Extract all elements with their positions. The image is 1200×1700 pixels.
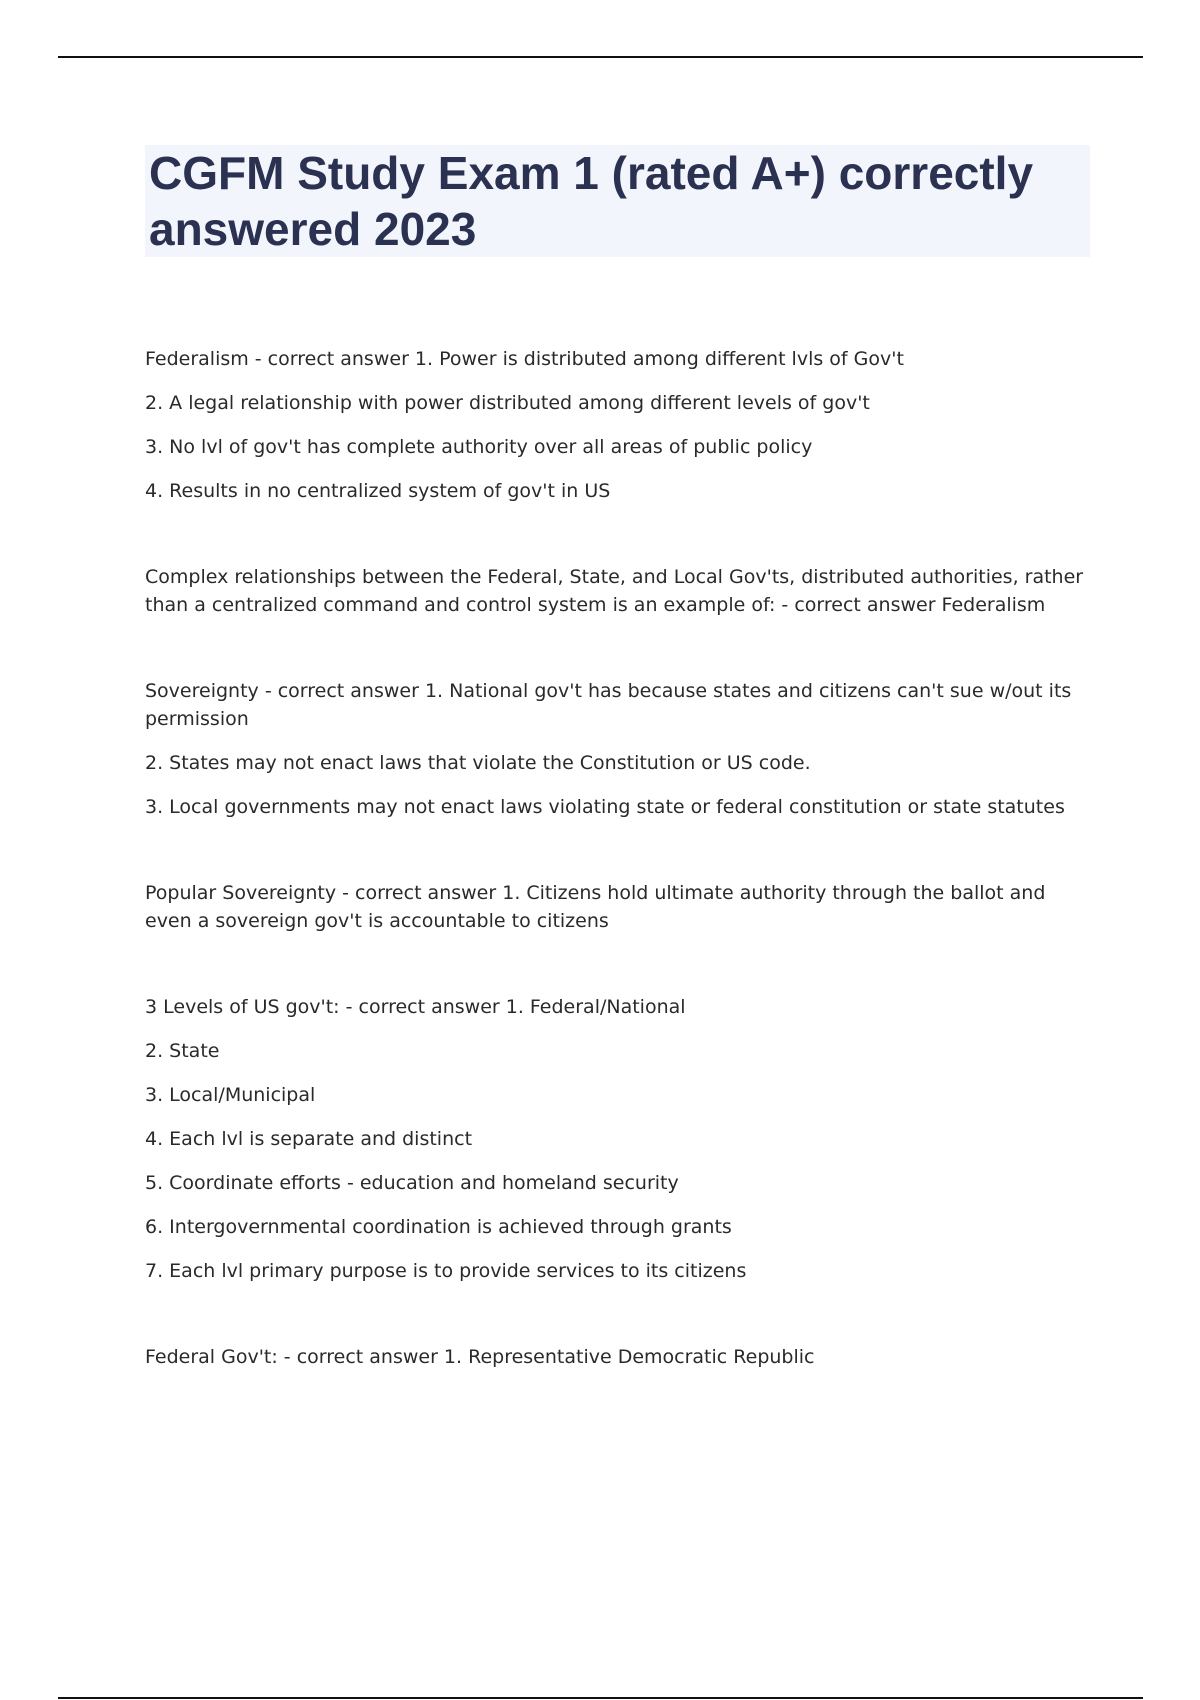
qa-line: 2. State — [145, 1040, 220, 1062]
qa-line: 3. Local governments may not enact laws violating state or federal constitution or state statutes — [145, 796, 1065, 818]
qa-line: 3. No lvl of gov't has complete authority over all areas of public policy — [145, 436, 813, 458]
qa-line: 7. Each lvl primary purpose is to provide services to its citizens — [145, 1260, 747, 1282]
qa-entry-sovereignty — [145, 677, 1095, 821]
qa-line: Federalism - correct answer 1. Power is distributed among different lvls of Gov't — [145, 348, 904, 370]
qa-entry-levels-of-government — [145, 993, 1095, 1285]
qa-line: 3. Local/Municipal — [145, 1084, 316, 1106]
title-banner — [145, 145, 1090, 257]
qa-line: Sovereignty - correct answer 1. National gov't has because states and citizens can't sue w/out its permission — [145, 680, 1072, 730]
qa-entry-federalism — [145, 345, 1095, 505]
qa-entry-complex-relationships — [145, 563, 1095, 619]
qa-line: Federal Gov't: - correct answer 1. Representative Democratic Republic — [145, 1346, 815, 1368]
bottom-divider — [58, 1697, 1143, 1699]
top-divider — [58, 56, 1143, 58]
qa-entry-popular-sovereignty — [145, 879, 1095, 935]
qa-line: 6. Intergovernmental coordination is achieved through grants — [145, 1216, 732, 1238]
qa-line: Popular Sovereignty - correct answer 1. Citizens hold ultimate authority through the ballot and even a sovereign gov't is accountable to citizens — [145, 882, 1046, 932]
page-title: CGFM Study Exam 1 (rated A+) correctly answered 2023 — [149, 147, 1034, 255]
qa-entry-federal-government — [145, 1343, 1095, 1371]
qa-line: 2. States may not enact laws that violate the Constitution or US code. — [145, 752, 811, 774]
qa-list — [145, 345, 1095, 1429]
qa-line: 5. Coordinate efforts - education and homeland security — [145, 1172, 679, 1194]
qa-line: 3 Levels of US gov't: - correct answer 1. Federal/National — [145, 996, 686, 1018]
qa-line: 2. A legal relationship with power distributed among different levels of gov't — [145, 392, 870, 414]
qa-line: 4. Results in no centralized system of gov't in US — [145, 480, 611, 502]
qa-line: Complex relationships between the Federal, State, and Local Gov'ts, distributed authorities, rather than a centralized command and control system is an example of: - correct answer Federalism — [145, 566, 1084, 616]
qa-line: 4. Each lvl is separate and distinct — [145, 1128, 473, 1150]
